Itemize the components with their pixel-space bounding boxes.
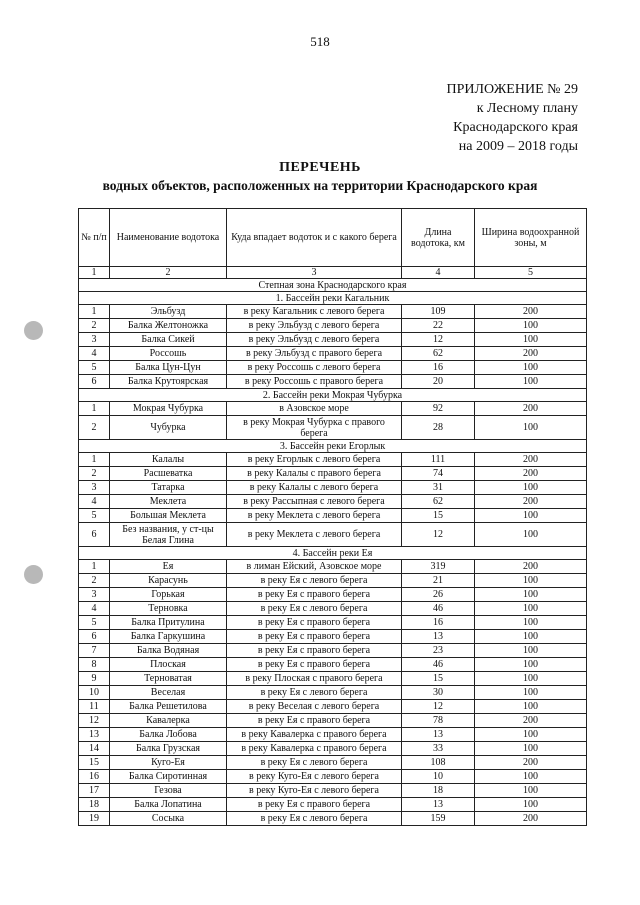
header-name: Наименование водотока: [110, 209, 227, 267]
watercourse-name: Горькая: [110, 588, 227, 602]
zone-row: [79, 279, 587, 292]
outflow-target: в реку Ея с правого берега: [227, 630, 402, 644]
length-km: 23: [402, 644, 475, 658]
watercourse-name: Ея: [110, 560, 227, 574]
punch-hole: [24, 321, 43, 340]
table-row: [79, 416, 587, 440]
watercourse-name: Балка Сикей: [110, 333, 227, 347]
appendix-line: к Лесному плану: [476, 101, 578, 116]
basin-section-row: [79, 292, 587, 305]
table-row: [79, 616, 587, 630]
watercourse-name: Балка Притулина: [110, 616, 227, 630]
outflow-target: в реку Егорлык с левого берега: [227, 453, 402, 467]
zone-width-m: 200: [475, 756, 587, 770]
table-row: [79, 361, 587, 375]
row-number: 2: [79, 467, 110, 481]
table-row: [79, 602, 587, 616]
row-number: 4: [79, 347, 110, 361]
table-row: [79, 333, 587, 347]
outflow-target: в Азовское море: [227, 402, 402, 416]
table-row: [79, 756, 587, 770]
column-number: 3: [227, 267, 402, 279]
table-row: [79, 770, 587, 784]
watercourse-name: Россошь: [110, 347, 227, 361]
outflow-target: в реку Веселая с левого берега: [227, 700, 402, 714]
zone-width-m: 200: [475, 714, 587, 728]
outflow-target: в реку Эльбузд с левого берега: [227, 319, 402, 333]
length-km: 26: [402, 588, 475, 602]
row-number: 3: [79, 333, 110, 347]
table-row: [79, 495, 587, 509]
zone-width-m: 100: [475, 481, 587, 495]
outflow-target: в реку Россошь с левого берега: [227, 361, 402, 375]
watercourse-name: Балка Грузская: [110, 742, 227, 756]
length-km: 18: [402, 784, 475, 798]
watercourse-name: Балка Крутоярская: [110, 375, 227, 389]
table-row: [79, 798, 587, 812]
outflow-target: в реку Мокрая Чубурка с правого берега: [227, 416, 402, 440]
row-number: 17: [79, 784, 110, 798]
basin-title: 4. Бассейн реки Ея: [79, 547, 587, 560]
length-km: 15: [402, 672, 475, 686]
water-bodies-table: [78, 208, 587, 826]
title-line-2: водных объектов, расположенных на территории Краснодарского края: [102, 178, 538, 193]
length-km: 30: [402, 686, 475, 700]
row-number: 1: [79, 305, 110, 319]
watercourse-name: Татарка: [110, 481, 227, 495]
outflow-target: в реку Ея с правого берега: [227, 644, 402, 658]
basin-title: 3. Бассейн реки Егорлык: [79, 440, 587, 453]
length-km: 10: [402, 770, 475, 784]
row-number: 1: [79, 453, 110, 467]
zone-width-m: 100: [475, 644, 587, 658]
watercourse-name: Куго-Ея: [110, 756, 227, 770]
zone-width-m: 100: [475, 574, 587, 588]
length-km: 62: [402, 495, 475, 509]
length-km: 21: [402, 574, 475, 588]
zone-width-m: 100: [475, 784, 587, 798]
punch-hole: [24, 565, 43, 584]
column-number: 5: [475, 267, 587, 279]
outflow-target: в реку Куго-Ея с левого берега: [227, 784, 402, 798]
zone-width-m: 100: [475, 588, 587, 602]
length-km: 12: [402, 523, 475, 547]
table-row: [79, 644, 587, 658]
row-number: 2: [79, 416, 110, 440]
length-km: 319: [402, 560, 475, 574]
outflow-target: в реку Ея с левого берега: [227, 756, 402, 770]
row-number: 19: [79, 812, 110, 826]
table-row: [79, 784, 587, 798]
watercourse-name: Балка Лобова: [110, 728, 227, 742]
basin-section-row: [79, 547, 587, 560]
zone-width-m: 200: [475, 347, 587, 361]
table-row: [79, 375, 587, 389]
length-km: 16: [402, 361, 475, 375]
header-outflow: Куда впадает водоток и с какого берега: [227, 209, 402, 267]
row-number: 12: [79, 714, 110, 728]
length-km: 74: [402, 467, 475, 481]
watercourse-name: Балка Водяная: [110, 644, 227, 658]
table-row: [79, 481, 587, 495]
outflow-target: в реку Меклета с левого берега: [227, 509, 402, 523]
outflow-target: в реку Плоская с правого берега: [227, 672, 402, 686]
row-number: 13: [79, 728, 110, 742]
watercourse-name: Мокрая Чубурка: [110, 402, 227, 416]
table-row: [79, 588, 587, 602]
watercourse-name: Без названия, у ст-цы Белая Глина: [110, 523, 227, 547]
outflow-target: в реку Ея с правого берега: [227, 658, 402, 672]
outflow-target: в реку Рассыпная с левого берега: [227, 495, 402, 509]
row-number: 11: [79, 700, 110, 714]
row-number: 16: [79, 770, 110, 784]
basin-title: 1. Бассейн реки Кагальник: [79, 292, 587, 305]
watercourse-name: Меклета: [110, 495, 227, 509]
basin-title: 2. Бассейн реки Мокрая Чубурка: [79, 389, 587, 402]
outflow-target: в реку Кагальник с левого берега: [227, 305, 402, 319]
length-km: 78: [402, 714, 475, 728]
zone-width-m: 200: [475, 495, 587, 509]
column-number: 1: [79, 267, 110, 279]
watercourse-name: Терновка: [110, 602, 227, 616]
length-km: 13: [402, 798, 475, 812]
length-km: 12: [402, 700, 475, 714]
length-km: 20: [402, 375, 475, 389]
outflow-target: в реку Ея с левого берега: [227, 686, 402, 700]
zone-width-m: 100: [475, 658, 587, 672]
table-row: [79, 347, 587, 361]
table-header-row: [79, 209, 587, 267]
watercourse-name: Плоская: [110, 658, 227, 672]
row-number: 15: [79, 756, 110, 770]
zone-width-m: 100: [475, 416, 587, 440]
outflow-target: в реку Ея с правого берега: [227, 798, 402, 812]
zone-width-m: 100: [475, 700, 587, 714]
outflow-target: в реку Эльбузд с левого берега: [227, 333, 402, 347]
zone-width-m: 200: [475, 812, 587, 826]
outflow-target: в реку Ея с левого берега: [227, 812, 402, 826]
row-number: 3: [79, 481, 110, 495]
zone-width-m: 100: [475, 798, 587, 812]
outflow-target: в реку Кавалерка с правого берега: [227, 742, 402, 756]
outflow-target: в реку Ея с правого берега: [227, 616, 402, 630]
zone-width-m: 100: [475, 616, 587, 630]
table-row: [79, 560, 587, 574]
outflow-target: в реку Меклета с левого берега: [227, 523, 402, 547]
length-km: 46: [402, 658, 475, 672]
zone-width-m: 200: [475, 453, 587, 467]
length-km: 13: [402, 630, 475, 644]
table-row: [79, 402, 587, 416]
length-km: 111: [402, 453, 475, 467]
length-km: 16: [402, 616, 475, 630]
row-number: 10: [79, 686, 110, 700]
zone-width-m: 100: [475, 672, 587, 686]
zone-width-m: 100: [475, 742, 587, 756]
length-km: 92: [402, 402, 475, 416]
length-km: 15: [402, 509, 475, 523]
row-number: 1: [79, 402, 110, 416]
page-number: 518: [310, 34, 330, 49]
column-number: 4: [402, 267, 475, 279]
row-number: 18: [79, 798, 110, 812]
row-number: 4: [79, 495, 110, 509]
row-number: 5: [79, 616, 110, 630]
watercourse-name: Эльбузд: [110, 305, 227, 319]
watercourse-name: Балка Сиротинная: [110, 770, 227, 784]
length-km: 31: [402, 481, 475, 495]
watercourse-name: Чубурка: [110, 416, 227, 440]
outflow-target: в реку Ея с правого берега: [227, 588, 402, 602]
table-row: [79, 467, 587, 481]
outflow-target: в реку Куго-Ея с левого берега: [227, 770, 402, 784]
watercourse-name: Балка Цун-Цун: [110, 361, 227, 375]
appendix-line: на 2009 – 2018 годы: [458, 139, 578, 154]
title-line-1: ПЕРЕЧЕНЬ: [279, 160, 361, 175]
basin-section-row: [79, 389, 587, 402]
zone-width-m: 100: [475, 523, 587, 547]
table-row: [79, 742, 587, 756]
header-zone-width: Ширина водоохранной зоны, м: [475, 209, 587, 267]
outflow-target: в реку Ея с левого берега: [227, 602, 402, 616]
row-number: 7: [79, 644, 110, 658]
length-km: 109: [402, 305, 475, 319]
table-row: [79, 658, 587, 672]
outflow-target: в реку Калалы с левого берега: [227, 481, 402, 495]
table-row: [79, 714, 587, 728]
zone-width-m: 200: [475, 467, 587, 481]
length-km: 46: [402, 602, 475, 616]
appendix-line: ПРИЛОЖЕНИЕ № 29: [446, 82, 578, 97]
appendix-header: [447, 80, 579, 156]
outflow-target: в реку Ея с левого берега: [227, 574, 402, 588]
table-row: [79, 728, 587, 742]
table-row: [79, 319, 587, 333]
watercourse-name: Балка Лопатина: [110, 798, 227, 812]
basin-section-row: [79, 440, 587, 453]
watercourse-name: Расшеватка: [110, 467, 227, 481]
length-km: 108: [402, 756, 475, 770]
outflow-target: в реку Калалы с правого берега: [227, 467, 402, 481]
appendix-line: Краснодарского края: [453, 120, 578, 135]
zone-width-m: 100: [475, 728, 587, 742]
zone-width-m: 100: [475, 361, 587, 375]
row-number: 6: [79, 523, 110, 547]
zone-width-m: 200: [475, 560, 587, 574]
watercourse-name: Веселая: [110, 686, 227, 700]
outflow-target: в лиман Ейский, Азовское море: [227, 560, 402, 574]
zone-width-m: 200: [475, 402, 587, 416]
length-km: 12: [402, 333, 475, 347]
row-number: 5: [79, 509, 110, 523]
zone-width-m: 100: [475, 630, 587, 644]
row-number: 2: [79, 319, 110, 333]
row-number: 6: [79, 630, 110, 644]
length-km: 28: [402, 416, 475, 440]
table-row: [79, 305, 587, 319]
header-number: № п/п: [79, 209, 110, 267]
table-body: [79, 267, 587, 826]
zone-width-m: 100: [475, 602, 587, 616]
length-km: 62: [402, 347, 475, 361]
row-number: 8: [79, 658, 110, 672]
table-row: [79, 686, 587, 700]
zone-width-m: 100: [475, 333, 587, 347]
table-row: [79, 812, 587, 826]
watercourse-name: Кавалерка: [110, 714, 227, 728]
outflow-target: в реку Ея с правого берега: [227, 714, 402, 728]
outflow-target: в реку Россошь с правого берега: [227, 375, 402, 389]
row-number: 9: [79, 672, 110, 686]
row-number: 3: [79, 588, 110, 602]
table-row: [79, 700, 587, 714]
outflow-target: в реку Эльбузд с правого берега: [227, 347, 402, 361]
row-number: 2: [79, 574, 110, 588]
table-row: [79, 672, 587, 686]
table-row: [79, 509, 587, 523]
zone-width-m: 100: [475, 770, 587, 784]
watercourse-name: Балка Решетилова: [110, 700, 227, 714]
length-km: 159: [402, 812, 475, 826]
row-number: 4: [79, 602, 110, 616]
table-row: [79, 630, 587, 644]
watercourse-name: Карасунь: [110, 574, 227, 588]
zone-title: Степная зона Краснодарского края: [79, 279, 587, 292]
length-km: 22: [402, 319, 475, 333]
watercourse-name: Балка Желтоножка: [110, 319, 227, 333]
table-row: [79, 574, 587, 588]
column-number: 2: [110, 267, 227, 279]
watercourse-name: Сосыка: [110, 812, 227, 826]
column-number-row: [79, 267, 587, 279]
watercourse-name: Балка Гаркушина: [110, 630, 227, 644]
zone-width-m: 100: [475, 319, 587, 333]
row-number: 6: [79, 375, 110, 389]
watercourse-name: Гезова: [110, 784, 227, 798]
row-number: 1: [79, 560, 110, 574]
header-length: Длина водотока, км: [402, 209, 475, 267]
document-title: [0, 160, 640, 194]
table-row: [79, 453, 587, 467]
watercourse-name: Калалы: [110, 453, 227, 467]
zone-width-m: 100: [475, 375, 587, 389]
outflow-target: в реку Кавалерка с правого берега: [227, 728, 402, 742]
zone-width-m: 200: [475, 305, 587, 319]
length-km: 33: [402, 742, 475, 756]
length-km: 13: [402, 728, 475, 742]
watercourse-name: Терноватая: [110, 672, 227, 686]
row-number: 14: [79, 742, 110, 756]
zone-width-m: 100: [475, 686, 587, 700]
watercourse-name: Большая Меклета: [110, 509, 227, 523]
table-row: [79, 523, 587, 547]
zone-width-m: 100: [475, 509, 587, 523]
row-number: 5: [79, 361, 110, 375]
